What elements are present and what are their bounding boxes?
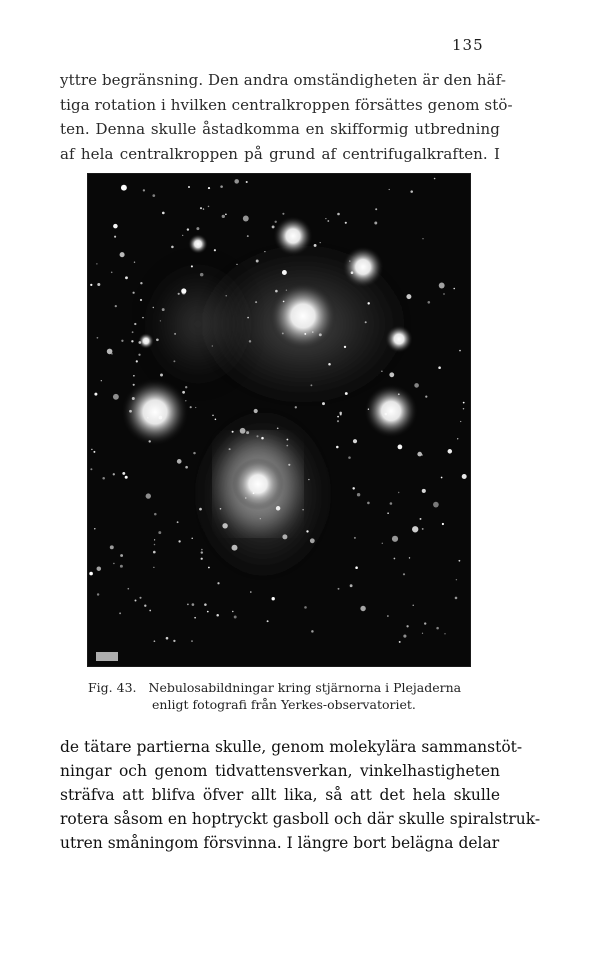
faint-star	[261, 437, 264, 440]
faint-star	[132, 331, 134, 333]
faint-star	[115, 305, 117, 307]
faint-star	[120, 554, 123, 557]
star-field-image	[88, 174, 470, 666]
faint-star	[120, 565, 123, 568]
faint-star	[264, 251, 265, 252]
bright-star	[364, 384, 418, 438]
faint-star	[344, 346, 346, 348]
bright-star	[138, 333, 154, 349]
faint-star	[403, 635, 406, 638]
faint-star	[256, 260, 259, 263]
faint-star	[201, 551, 203, 553]
text-line: yttre begränsning. Den andra omständigheten är den häf-	[60, 71, 507, 89]
faint-star	[232, 545, 238, 551]
faint-star	[134, 261, 135, 262]
photo-mark	[96, 652, 118, 661]
text-line: af hela centralkroppen på grund af centrifugalkraften. I	[60, 144, 500, 163]
faint-star	[306, 530, 308, 532]
faint-star	[314, 244, 317, 247]
faint-star	[286, 290, 287, 291]
faint-star	[89, 572, 93, 576]
faint-star	[398, 393, 400, 395]
faint-star	[422, 528, 424, 530]
faint-star	[97, 566, 102, 571]
faint-star	[319, 333, 322, 336]
faint-star	[459, 350, 461, 352]
faint-star	[125, 476, 128, 479]
faint-star	[191, 538, 192, 539]
faint-star	[94, 393, 97, 396]
faint-star	[247, 317, 249, 319]
faint-star	[256, 435, 258, 437]
faint-star	[246, 431, 249, 434]
faint-star	[93, 451, 95, 453]
faint-star	[166, 637, 169, 640]
faint-star	[425, 396, 427, 398]
bright-star	[342, 246, 384, 288]
faint-star	[207, 611, 209, 613]
faint-star	[188, 186, 190, 188]
faint-star	[133, 292, 135, 294]
bright-star	[385, 325, 413, 353]
faint-star	[443, 293, 444, 294]
faint-star	[232, 431, 234, 433]
faint-star	[422, 489, 426, 493]
faint-star	[177, 521, 179, 523]
faint-star	[456, 579, 457, 580]
faint-star	[282, 213, 284, 215]
faint-star	[208, 206, 210, 208]
faint-star	[312, 331, 313, 332]
text-line: utren småningom försvinna. I längre bort belägna delar	[60, 834, 500, 852]
faint-star	[277, 427, 279, 429]
faint-star	[114, 236, 116, 238]
faint-star	[158, 531, 161, 534]
faint-star	[424, 622, 426, 624]
faint-star	[178, 293, 180, 295]
faint-star	[220, 508, 222, 510]
pleiades-photograph	[87, 173, 471, 667]
faint-star	[320, 242, 321, 243]
faint-star	[350, 584, 353, 587]
faint-star	[144, 605, 146, 607]
faint-star	[128, 588, 130, 590]
faint-star	[113, 563, 114, 564]
faint-star	[457, 438, 458, 439]
faint-star	[385, 413, 388, 416]
faint-star	[142, 317, 143, 318]
faint-star	[357, 493, 360, 496]
faint-star	[267, 620, 269, 622]
faint-star	[351, 271, 354, 274]
faint-star	[225, 295, 226, 296]
faint-star	[138, 341, 141, 344]
faint-star	[352, 487, 354, 489]
faint-star	[217, 582, 219, 584]
faint-star	[110, 545, 114, 549]
faint-star	[171, 246, 174, 249]
faint-star	[91, 449, 92, 450]
faint-star	[282, 332, 284, 334]
faint-star	[288, 464, 290, 466]
bright-star	[269, 282, 337, 350]
faint-star	[283, 301, 285, 303]
faint-star	[147, 417, 149, 419]
faint-star	[212, 415, 213, 416]
faint-star	[134, 323, 136, 325]
faint-star	[159, 416, 163, 420]
faint-star	[448, 449, 453, 454]
faint-star	[113, 473, 115, 475]
faint-star	[345, 222, 347, 224]
faint-star	[337, 213, 340, 216]
faint-star	[139, 597, 141, 599]
faint-star	[394, 558, 396, 560]
faint-star	[272, 597, 275, 600]
faint-star	[121, 185, 127, 191]
faint-star	[190, 406, 192, 408]
faint-star	[295, 406, 297, 408]
faint-star	[135, 600, 137, 602]
faint-star	[254, 409, 258, 413]
faint-star	[338, 588, 340, 590]
text-line: sträfva att blifva öfver allt lika, så att det hela skulle	[60, 786, 500, 804]
faint-star	[375, 208, 377, 210]
faint-star	[208, 187, 210, 189]
faint-star	[121, 340, 123, 342]
faint-star	[337, 416, 339, 418]
faint-star	[138, 354, 140, 356]
faint-star	[420, 518, 422, 520]
faint-star	[272, 225, 275, 228]
faint-star	[97, 283, 100, 286]
faint-star	[173, 640, 175, 642]
figure-label: Fig. 43.	[88, 680, 137, 695]
faint-star	[389, 189, 390, 190]
faint-star	[192, 603, 195, 606]
faint-star	[436, 627, 439, 630]
faint-star	[222, 215, 225, 218]
faint-star	[187, 228, 189, 230]
faint-star	[193, 452, 195, 454]
faint-star	[354, 537, 356, 539]
faint-star	[182, 391, 185, 394]
faint-star	[120, 252, 125, 257]
faint-star	[311, 630, 314, 633]
faint-star	[125, 276, 128, 279]
faint-star	[185, 466, 188, 469]
faint-star	[455, 597, 458, 600]
faint-star	[360, 606, 365, 611]
faint-star	[143, 189, 145, 191]
faint-star	[374, 222, 377, 225]
faint-star	[368, 409, 369, 410]
faint-star	[399, 641, 401, 643]
faint-star	[122, 472, 125, 475]
faint-star	[275, 221, 277, 223]
nebula-cloud	[143, 259, 253, 389]
faint-star	[131, 340, 133, 342]
faint-star	[196, 227, 199, 230]
faint-star	[146, 493, 151, 498]
faint-star	[439, 283, 445, 289]
faint-star	[185, 386, 187, 388]
bright-star	[232, 458, 284, 510]
faint-star	[234, 616, 237, 619]
faint-star	[102, 477, 105, 480]
faint-star	[222, 523, 227, 528]
faint-star	[275, 290, 278, 293]
faint-star	[185, 400, 186, 401]
faint-star	[282, 534, 287, 539]
faint-star	[367, 502, 370, 505]
faint-star	[398, 492, 399, 493]
faint-star	[204, 603, 207, 606]
faint-star	[232, 611, 233, 612]
faint-star	[250, 591, 252, 593]
faint-star	[220, 185, 223, 188]
faint-star	[463, 408, 464, 409]
faint-star	[119, 612, 121, 614]
faint-star	[149, 610, 151, 612]
faint-star	[304, 333, 306, 335]
faint-star	[160, 374, 163, 377]
faint-star	[234, 179, 239, 184]
faint-star	[310, 538, 315, 543]
figure-caption	[88, 679, 488, 713]
faint-star	[194, 617, 196, 619]
text-line: de tätare partierna skulle, genom molekylära sammanstöt-	[60, 738, 523, 756]
faint-star	[463, 402, 465, 404]
faint-star	[101, 380, 102, 381]
faint-star	[173, 360, 175, 362]
faint-star	[195, 407, 196, 408]
faint-star	[336, 446, 339, 449]
faint-star	[181, 288, 186, 293]
faint-star	[191, 265, 193, 267]
faint-star	[413, 605, 414, 606]
faint-star	[154, 640, 156, 642]
faint-star	[442, 523, 444, 525]
faint-star	[236, 264, 237, 265]
faint-star	[136, 360, 138, 362]
faint-star	[97, 337, 99, 339]
faint-star	[367, 302, 369, 304]
faint-star	[308, 479, 309, 480]
text-line: ten. Denna skulle åstadkomma en skifformig utbredning	[60, 120, 500, 138]
faint-star	[355, 566, 358, 569]
faint-star	[153, 567, 154, 568]
faint-star	[90, 468, 92, 470]
faint-star	[398, 445, 403, 450]
faint-star	[214, 249, 216, 251]
bright-star	[188, 234, 208, 254]
faint-star	[201, 549, 203, 551]
faint-star	[253, 492, 255, 494]
faint-star	[177, 459, 182, 464]
faint-star	[94, 528, 95, 529]
faint-star	[328, 363, 331, 366]
faint-star	[345, 392, 348, 395]
faint-star	[160, 320, 161, 321]
faint-star	[153, 307, 154, 308]
faint-star	[381, 371, 382, 372]
page-number: 135	[452, 36, 484, 54]
faint-star	[422, 633, 423, 634]
faint-star	[406, 625, 408, 627]
faint-star	[178, 540, 180, 542]
caption-text-cont: enligt fotografi från Yerkes-observatoriet.	[152, 697, 416, 712]
faint-star	[187, 604, 189, 606]
faint-star	[462, 474, 467, 479]
faint-star	[111, 353, 112, 354]
faint-star	[392, 536, 398, 542]
faint-star	[90, 284, 92, 286]
faint-star	[340, 413, 342, 415]
faint-star	[212, 345, 213, 346]
faint-star	[276, 506, 281, 511]
faint-star	[325, 218, 326, 219]
faint-star	[113, 224, 118, 229]
faint-star	[286, 439, 288, 441]
faint-star	[216, 614, 219, 617]
faint-star	[453, 288, 455, 290]
faint-star	[310, 384, 312, 386]
faint-star	[107, 349, 113, 355]
faint-star	[255, 301, 257, 303]
faint-star	[412, 526, 418, 532]
faint-star	[348, 456, 351, 459]
faint-star	[349, 260, 350, 261]
faint-star	[387, 512, 389, 514]
faint-star	[390, 502, 393, 505]
faint-star	[152, 194, 155, 197]
faint-star	[417, 452, 422, 457]
faint-star	[246, 181, 248, 183]
faint-star	[403, 573, 405, 575]
faint-star	[201, 558, 203, 560]
faint-star	[200, 273, 204, 277]
faint-star	[353, 439, 357, 443]
faint-star	[240, 428, 246, 434]
faint-star	[438, 366, 441, 369]
faint-star	[337, 420, 339, 422]
faint-star	[427, 301, 430, 304]
faint-star	[282, 270, 287, 275]
faint-star	[382, 543, 383, 544]
text-line: rotera såsom en hoptryckt gasboll och där skulle spiralstruk-	[60, 810, 541, 828]
paragraph-top	[60, 68, 513, 166]
faint-star	[441, 477, 443, 479]
faint-star	[433, 502, 439, 508]
faint-star	[302, 509, 303, 510]
faint-star	[154, 539, 155, 540]
faint-star	[140, 299, 142, 301]
faint-star	[387, 615, 389, 617]
faint-star	[174, 333, 176, 335]
faint-star	[203, 208, 204, 209]
faint-star	[111, 272, 113, 274]
faint-star	[458, 560, 460, 562]
faint-star	[97, 593, 99, 595]
faint-star	[327, 220, 329, 222]
faint-star	[286, 445, 288, 447]
faint-star	[322, 402, 325, 405]
faint-star	[133, 375, 135, 377]
bright-star	[273, 216, 313, 256]
faint-star	[140, 282, 142, 284]
faint-star	[208, 567, 210, 569]
faint-star	[460, 421, 461, 422]
faint-star	[162, 308, 165, 311]
caption-text: Nebulosabildningar kring stjärnorna i Plejaderna	[148, 680, 462, 695]
faint-star	[200, 207, 202, 209]
faint-star	[304, 606, 307, 609]
faint-star	[414, 383, 419, 388]
faint-star	[229, 448, 231, 450]
faint-star	[113, 394, 119, 400]
faint-star	[245, 497, 246, 498]
paragraph-bottom	[60, 735, 541, 855]
faint-star	[422, 238, 423, 239]
text-line: tiga rotation i hvilken centralkroppen försättes genom stö-	[60, 95, 513, 114]
faint-star	[249, 340, 251, 342]
faint-star	[182, 235, 183, 236]
faint-star	[132, 397, 135, 400]
faint-star	[96, 263, 97, 264]
faint-star	[243, 216, 249, 222]
faint-star	[409, 557, 410, 558]
faint-star	[410, 190, 413, 193]
faint-star	[162, 212, 165, 215]
faint-star	[260, 518, 261, 519]
faint-star	[225, 213, 227, 215]
faint-star	[133, 384, 135, 386]
faint-star	[156, 338, 159, 341]
faint-star	[154, 544, 156, 546]
faint-star	[191, 640, 192, 641]
faint-star	[406, 294, 411, 299]
faint-star	[434, 178, 436, 180]
faint-star	[149, 440, 151, 442]
faint-star	[215, 419, 217, 421]
faint-star	[247, 235, 249, 237]
faint-star	[153, 551, 156, 554]
faint-star	[365, 321, 367, 323]
faint-star	[129, 410, 132, 413]
faint-star	[444, 633, 445, 634]
faint-star	[154, 513, 157, 516]
faint-star	[199, 508, 202, 511]
faint-star	[389, 372, 394, 377]
text-line: ningar och genom tidvattensverkan, vinkelhastigheten	[60, 762, 500, 780]
